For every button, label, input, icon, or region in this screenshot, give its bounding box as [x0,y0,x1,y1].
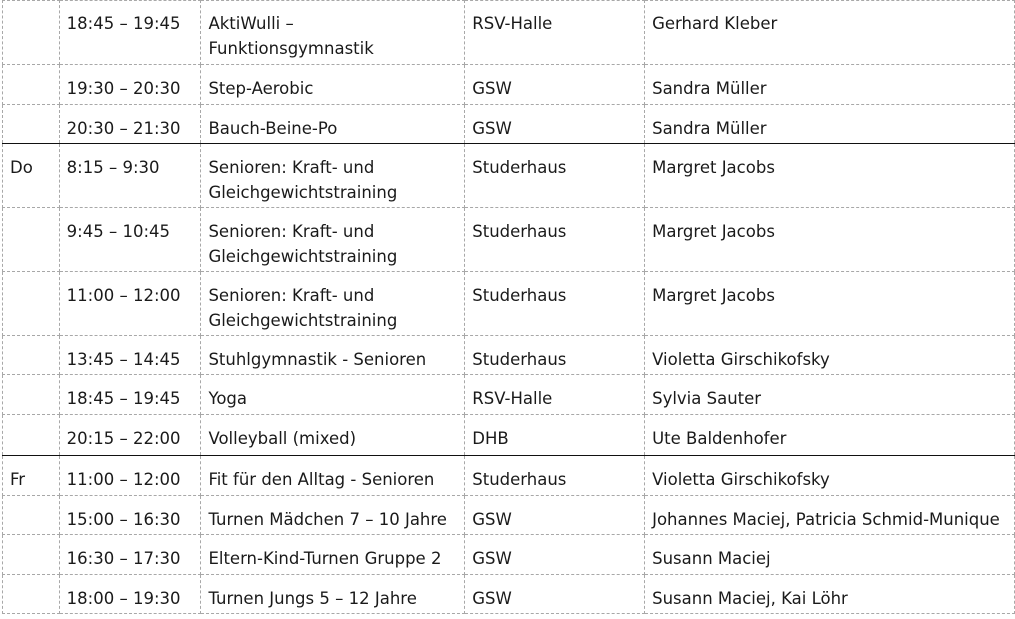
trainer-cell: Violetta Girschikofsky [645,456,1015,496]
day-cell: Fr [3,456,60,496]
time-cell: 11:00 – 12:00 [59,272,201,336]
course-cell: Turnen Jungs 5 – 12 Jahre [201,575,465,614]
trainer-cell: Susann Maciej, Kai Löhr [645,575,1015,614]
day-cell [3,272,60,336]
location-cell: Studerhaus [465,208,645,272]
location-cell: RSV-Halle [465,375,645,415]
time-cell: 11:00 – 12:00 [59,456,201,496]
table-row [3,535,1015,575]
trainer-cell: Sandra Müller [645,105,1015,144]
table-row [3,144,1015,208]
day-cell [3,575,60,614]
time-cell: 15:00 – 16:30 [59,496,201,535]
time-cell: 18:00 – 19:30 [59,575,201,614]
time-cell: 8:15 – 9:30 [59,144,201,208]
table-row [3,375,1015,415]
trainer-cell: Margret Jacobs [645,272,1015,336]
location-cell: DHB [465,415,645,456]
day-cell [3,105,60,144]
course-cell: Senioren: Kraft- und Gleichgewichtstraining [201,208,465,272]
time-cell: 9:45 – 10:45 [59,208,201,272]
course-cell: Turnen Mädchen 7 – 10 Jahre [201,496,465,535]
trainer-cell: Sylvia Sauter [645,375,1015,415]
location-cell: GSW [465,535,645,575]
table-row [3,105,1015,144]
course-schedule-table [2,0,1015,614]
day-cell [3,65,60,105]
time-cell: 13:45 – 14:45 [59,336,201,375]
course-cell: Volleyball (mixed) [201,415,465,456]
table-row [3,575,1015,614]
day-cell [3,415,60,456]
trainer-cell: Violetta Girschikofsky [645,336,1015,375]
course-cell: Senioren: Kraft- und Gleichgewichtstraining [201,272,465,336]
location-cell: Studerhaus [465,336,645,375]
trainer-cell: Margret Jacobs [645,208,1015,272]
course-cell: AktiWulli – Funktionsgymnastik [201,1,465,65]
table-row [3,1,1015,65]
course-cell: Step-Aerobic [201,65,465,105]
time-cell: 16:30 – 17:30 [59,535,201,575]
table-row [3,208,1015,272]
table-row [3,272,1015,336]
time-cell: 20:15 – 22:00 [59,415,201,456]
location-cell: Studerhaus [465,272,645,336]
day-cell [3,535,60,575]
course-cell: Yoga [201,375,465,415]
time-cell: 20:30 – 21:30 [59,105,201,144]
course-cell: Senioren: Kraft- und Gleichgewichtstraining [201,144,465,208]
table-row [3,336,1015,375]
table-row [3,456,1015,496]
trainer-cell: Johannes Maciej, Patricia Schmid-Munique [645,496,1015,535]
location-cell: Studerhaus [465,456,645,496]
location-cell: GSW [465,105,645,144]
day-cell [3,375,60,415]
table-row [3,65,1015,105]
location-cell: GSW [465,575,645,614]
trainer-cell: Ute Baldenhofer [645,415,1015,456]
trainer-cell: Susann Maciej [645,535,1015,575]
course-cell: Eltern-Kind-Turnen Gruppe 2 [201,535,465,575]
time-cell: 18:45 – 19:45 [59,1,201,65]
time-cell: 18:45 – 19:45 [59,375,201,415]
trainer-cell: Margret Jacobs [645,144,1015,208]
table-row [3,496,1015,535]
location-cell: Studerhaus [465,144,645,208]
location-cell: GSW [465,496,645,535]
location-cell: RSV-Halle [465,1,645,65]
course-cell: Stuhlgymnastik - Senioren [201,336,465,375]
time-cell: 19:30 – 20:30 [59,65,201,105]
trainer-cell: Gerhard Kleber [645,1,1015,65]
day-cell [3,496,60,535]
day-cell [3,1,60,65]
day-cell [3,208,60,272]
course-cell: Bauch-Beine-Po [201,105,465,144]
course-cell: Fit für den Alltag - Senioren [201,456,465,496]
table-row [3,415,1015,456]
trainer-cell: Sandra Müller [645,65,1015,105]
location-cell: GSW [465,65,645,105]
day-cell [3,336,60,375]
day-cell: Do [3,144,60,208]
